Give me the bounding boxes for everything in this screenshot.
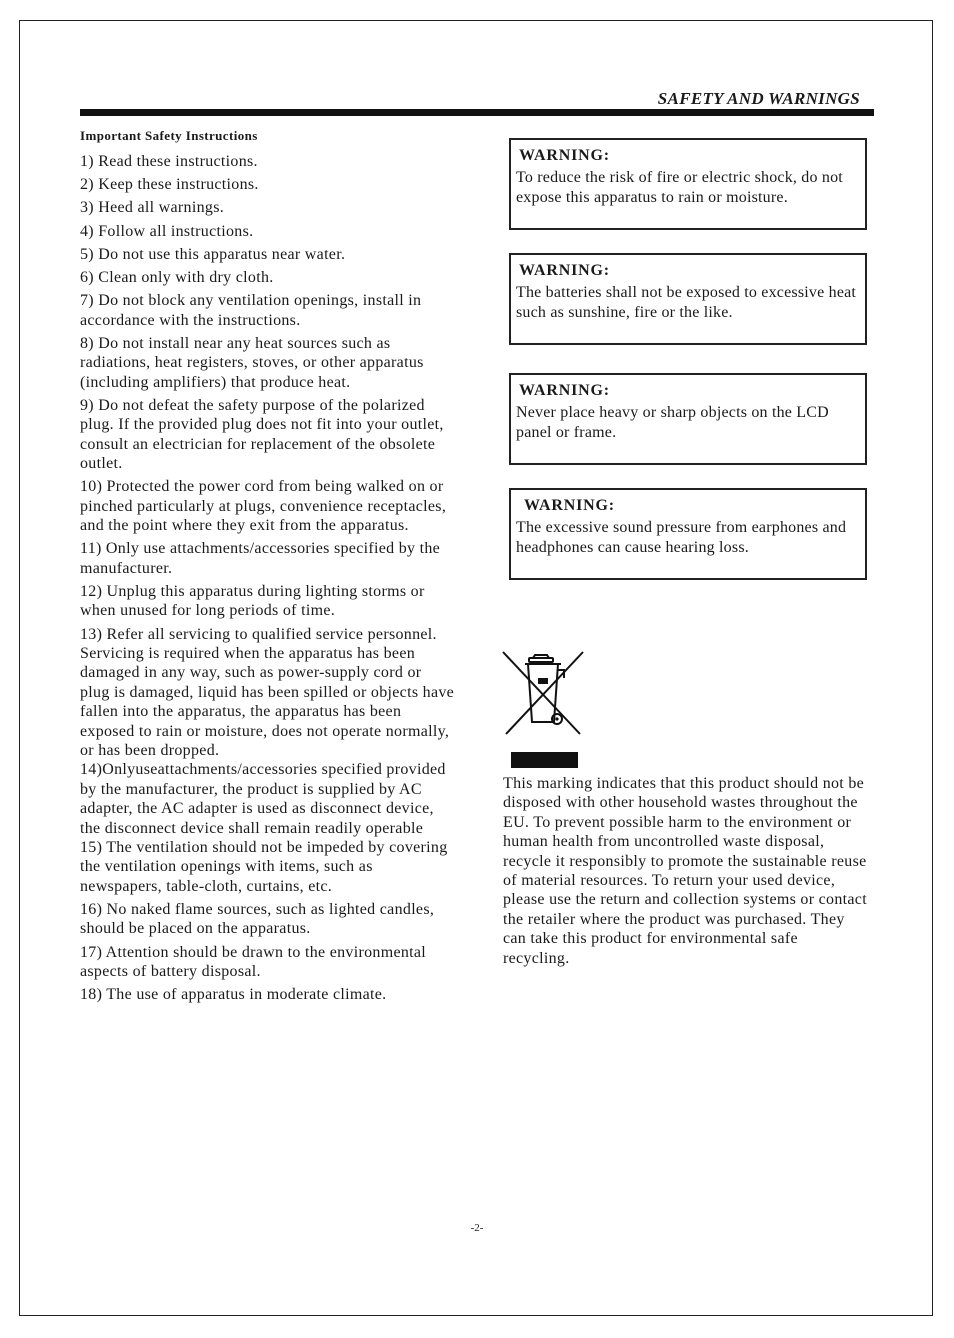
warning-text: To reduce the risk of fire or electric shock, do not expose this apparatus to rain or moisture. bbox=[516, 169, 843, 206]
section-heading: Important Safety Instructions bbox=[80, 128, 258, 143]
instruction-item: 16) No naked flame sources, such as lighted candles, should be placed on the apparatus. bbox=[80, 900, 435, 938]
warning-label: WARNING: bbox=[519, 147, 610, 164]
instruction-item: 18) The use of apparatus in moderate climate. bbox=[80, 986, 387, 1004]
instruction-item: 14)Onlyuseattachments/accessories specified provided by the manufacturer, the product is supplied by AC adapter, the AC adapter is used as disconnect device, the disconnect device shall remain readily operable bbox=[80, 761, 446, 837]
instruction-item: 15) The ventilation should not be impeded by covering the ventilation openings with items, such as newspapers, table-cloth, curtains, etc. bbox=[80, 838, 448, 895]
instruction-item: 2) Keep these instructions. bbox=[80, 176, 259, 194]
warning-label: WARNING: bbox=[519, 262, 610, 279]
instruction-item: 6) Clean only with dry cloth. bbox=[80, 269, 274, 287]
instruction-item: 11) Only use attachments/accessories specified by the manufacturer. bbox=[80, 540, 441, 577]
instruction-item: 4) Follow all instructions. bbox=[80, 222, 254, 240]
page-number: -2- bbox=[470, 1222, 484, 1234]
instruction-item: 1) Read these instructions. bbox=[80, 153, 258, 170]
warning-text: The excessive sound pressure from earphones and headphones can cause hearing loss. bbox=[516, 519, 847, 556]
warning-label: WARNING: bbox=[519, 382, 610, 399]
instruction-item: 13) Refer all servicing to qualified service personnel. Servicing is required when the apparatus has been damaged in any way, such as power-supply cord or plug is damaged, liquid has been spilled or objects have fallen into the apparatus, the apparatus has been exposed to rain or moisture, does not operate normally, or has been dropped. bbox=[80, 625, 455, 759]
warning-box-rain bbox=[509, 138, 867, 230]
weee-black-bar bbox=[511, 752, 578, 768]
warning-box-lcd bbox=[509, 373, 867, 465]
crossed-out-wheelie-bin-icon bbox=[502, 650, 584, 738]
instruction-item: 12) Unplug this apparatus during lighting storms or when unused for long periods of time. bbox=[80, 582, 425, 620]
warning-box-hearing bbox=[509, 488, 867, 580]
instruction-item: 10) Protected the power cord from being walked on or pinched particularly at plugs, convenience receptacles, and the point where they exit from the apparatus. bbox=[80, 478, 447, 535]
warning-label: WARNING: bbox=[524, 497, 615, 514]
instruction-item: 5) Do not use this apparatus near water. bbox=[80, 245, 346, 263]
warning-box-batteries bbox=[509, 253, 867, 345]
warning-text: Never place heavy or sharp objects on the LCD panel or frame. bbox=[516, 404, 829, 441]
instruction-item: 8) Do not install near any heat sources such as radiations, heat registers, stoves, or other apparatus (including amplifiers) that produce heat. bbox=[80, 334, 424, 391]
instruction-item: 9) Do not defeat the safety purpose of the polarized plug. If the provided plug does not fit into your outlet, consult an electrician for replacement of the obsolete outlet. bbox=[80, 396, 444, 473]
weee-disposal-notice: This marking indicates that this product should not be disposed with other household wastes throughout the EU. To prevent possible harm to the environment or human health from uncontrolled waste disposal, recycle it responsibly to promote the sustainable reuse of material resources. To return your used device, please use the return and collection systems or contact the retailer where the product was purchased. They can take this product for environmental safe recycling. bbox=[503, 775, 867, 967]
header-rule bbox=[80, 109, 874, 116]
warning-text: The batteries shall not be exposed to excessive heat such as sunshine, fire or the like. bbox=[516, 284, 857, 321]
instruction-item: 7) Do not block any ventilation openings, install in accordance with the instructions. bbox=[80, 292, 422, 329]
instruction-item: 17) Attention should be drawn to the environmental aspects of battery disposal. bbox=[80, 943, 427, 980]
page-title: SAFETY AND WARNINGS bbox=[657, 89, 860, 108]
instruction-item: 3) Heed all warnings. bbox=[80, 199, 225, 217]
safety-instructions-list bbox=[80, 152, 455, 1008]
